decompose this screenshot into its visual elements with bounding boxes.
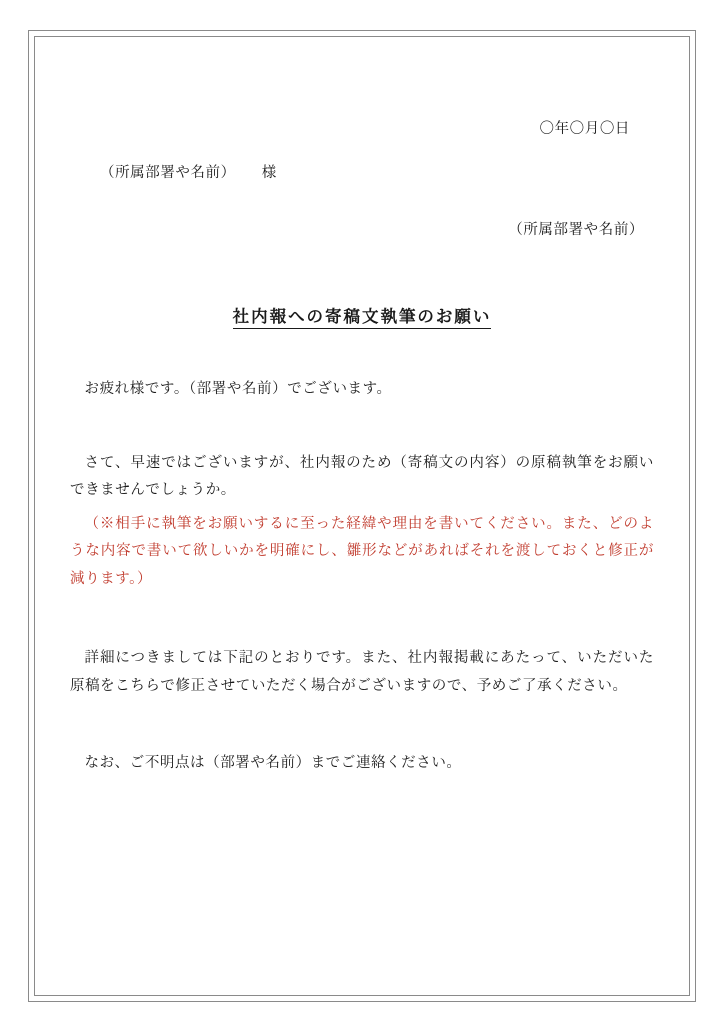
body-paragraph-3: なお、ご不明点は（部署や名前）までご連絡ください。 — [84, 755, 462, 772]
date-line: 〇年〇月〇日 — [539, 121, 630, 137]
annotation-paragraph: （※相手に執筆をお願いするに至った経緯や理由を書いてください。また、どのような内容で書いて欲しいかを明確にし、雛形などがあればそれを渡しておくと修正が減ります。） — [70, 515, 654, 587]
addressee-line — [70, 160, 654, 188]
greeting-paragraph: お疲れ様です。（部署や名前）でございます。 — [84, 380, 392, 397]
body-paragraph-2: 詳細につきましては下記のとおりです。また、社内報掲載にあたって、いただいた原稿をこちらで修正させていただく場合がございますので、予めご了承ください。 — [70, 650, 654, 694]
addressee-name: （所属部署や名前） — [100, 164, 236, 181]
page-title — [70, 301, 654, 332]
addressee-honorific: 様 — [261, 164, 277, 181]
body-paragraph-1: さて、早速ではございますが、社内報のため（寄稿文の内容）の原稿執筆をお願いできませんでしょうか。 — [70, 454, 654, 499]
document-body — [70, 60, 654, 974]
sender-line: （所属部署や名前） — [508, 222, 644, 239]
page-title-text: 社内報への寄稿文執筆のお願い — [233, 307, 492, 329]
